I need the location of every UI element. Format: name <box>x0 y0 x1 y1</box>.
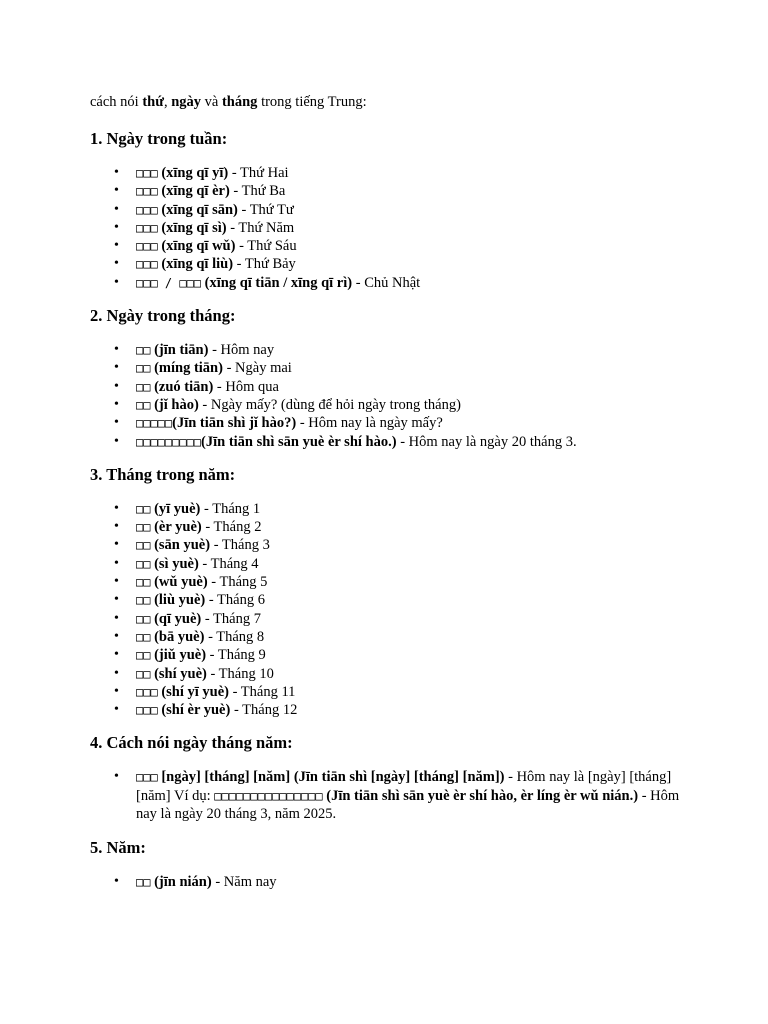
list-item <box>136 274 680 292</box>
list-item <box>136 237 680 255</box>
meaning-text: - Năm nay <box>211 873 277 890</box>
meaning-text: - Tháng 2 <box>201 519 262 536</box>
meaning-text: - Thứ Ba <box>229 183 286 200</box>
meaning-text: - Tháng 3 <box>210 537 270 554</box>
meaning-text: - Tháng 11 <box>228 683 296 700</box>
date-format-list <box>90 768 680 824</box>
meaning-text: - Thứ Sáu <box>235 238 297 255</box>
hanzi-text: □□ <box>136 520 151 535</box>
hanzi-text: □□ <box>136 343 151 358</box>
list-item <box>136 414 680 432</box>
hanzi-text: □□□ <box>136 239 158 254</box>
list-item <box>136 873 680 891</box>
pinyin-text: (shí èr yuè) <box>161 702 231 719</box>
meaning-text: - Chủ Nhật <box>352 274 421 291</box>
meaning-text: - Tháng 10 <box>206 665 274 682</box>
hanzi-text: □□ <box>136 648 151 663</box>
section-heading-days-of-month: 2. Ngày trong tháng: <box>90 306 236 326</box>
pinyin-text: (jīn tiān) <box>154 342 209 359</box>
example-meaning-text: - Hôm nay là ngày 20 tháng 3, năm 2025. <box>136 787 680 823</box>
list-item <box>136 683 680 701</box>
intro-text: , <box>163 94 172 110</box>
hanzi-text: □□□ <box>136 220 158 235</box>
intro-keyword-ngay: ngày <box>171 94 202 110</box>
pinyin-text: (shí yuè) <box>154 665 207 682</box>
intro-keyword-thu: thứ <box>142 94 164 110</box>
section-heading-months: 3. Tháng trong năm: <box>90 464 236 484</box>
hanzi-text: □□□ <box>136 684 158 699</box>
meaning-text: - Tháng 5 <box>207 574 268 591</box>
list-item <box>136 219 680 237</box>
example-pinyin-text: (Jīn tiān shì sān yuè èr shí hào, èr líng èr wǔ nián.) <box>326 787 639 804</box>
pinyin-text: (xīng qī yī) <box>161 165 229 181</box>
intro-paragraph <box>90 93 680 111</box>
pinyin-text: (sān yuè) <box>154 537 211 554</box>
pinyin-text: (xīng qī liù) <box>161 256 234 273</box>
document-body <box>90 93 680 891</box>
pinyin-text: (xīng qī sì) <box>161 219 227 236</box>
meaning-text: - Tháng 12 <box>230 702 298 719</box>
hanzi-text: □□ <box>136 611 151 626</box>
list-item <box>136 164 680 182</box>
pinyin-text: (jīn nián) <box>154 873 212 890</box>
list-item <box>136 536 680 554</box>
hanzi-text: □□□ <box>136 184 158 199</box>
pinyin-text: (èr yuè) <box>154 519 202 536</box>
meaning-text: - Hôm nay là ngày 20 tháng 3. <box>396 433 577 450</box>
pinyin-text: (Jīn tiān shì sān yuè èr shí hào.) <box>201 433 397 450</box>
hanzi-text: □□□ <box>136 202 158 217</box>
days-list <box>90 341 680 451</box>
section-heading-year: 5. Năm: <box>90 837 146 857</box>
meaning-text: - Tháng 7 <box>201 610 261 627</box>
hanzi-text: □□ <box>136 629 151 644</box>
list-item <box>136 341 680 359</box>
hanzi-text: □□ <box>136 593 151 608</box>
hanzi-text: □□□ <box>136 166 158 180</box>
meaning-text: - Tháng 9 <box>206 647 266 664</box>
list-item <box>136 646 680 664</box>
hanzi-text: □□ <box>136 538 151 553</box>
intro-keyword-thang: tháng <box>221 94 258 110</box>
weekday-list <box>90 164 680 292</box>
pinyin-text: (shí yī yuè) <box>161 683 229 700</box>
meaning-text: - Ngày mai <box>222 360 292 377</box>
list-item <box>136 396 680 414</box>
meaning-text: - Hôm nay là ngày mấy? <box>296 415 443 432</box>
list-item <box>136 610 680 628</box>
hanzi-text: □□□ <box>136 703 158 718</box>
year-list <box>90 873 680 891</box>
hanzi-text: □□ <box>136 397 151 412</box>
list-item <box>136 665 680 683</box>
list-item <box>136 433 680 451</box>
pinyin-text: (Jīn tiān shì jǐ hào?) <box>172 415 297 432</box>
pinyin-text: (míng tiān) <box>154 360 223 377</box>
hanzi-text: □□□ <box>136 257 158 272</box>
list-item <box>136 255 680 273</box>
pinyin-text: (xīng qī wǔ) <box>161 238 236 255</box>
meaning-text: - Tháng 8 <box>204 628 265 645</box>
list-item <box>136 591 680 609</box>
meaning-text: - Hôm qua <box>213 378 279 395</box>
hanzi-text: □□□ <box>136 770 158 785</box>
list-item <box>136 555 680 573</box>
pinyin-text: (bā yuè) <box>154 628 205 645</box>
list-item <box>136 378 680 396</box>
pinyin-text: [ngày] [tháng] [năm] (Jīn tiān shì [ngày] [tháng] [năm]) <box>161 769 505 786</box>
meaning-text: - Tháng 6 <box>205 592 265 609</box>
meaning-text: - Hôm nay <box>208 342 275 359</box>
intro-text: trong tiếng Trung: <box>257 94 367 110</box>
meaning-text: - Tháng 4 <box>198 555 259 572</box>
hanzi-text: □□ <box>136 575 151 590</box>
pinyin-text: (xīng qī sān) <box>161 201 238 218</box>
pinyin-text: (sì yuè) <box>154 555 199 572</box>
list-item <box>136 573 680 591</box>
meaning-text: - Ngày mấy? (dùng để hỏi ngày trong tháng) <box>198 396 461 413</box>
list-item <box>136 182 680 200</box>
example-hanzi-text: □□□□□□□□□□□□□□□ <box>214 788 323 803</box>
hanzi-text: □□ <box>136 874 151 889</box>
meaning-text: - Thứ Năm <box>226 219 295 236</box>
hanzi-text: □□ <box>136 361 151 376</box>
pinyin-text: (wǔ yuè) <box>154 574 208 591</box>
hanzi-text: □□ <box>136 556 151 571</box>
list-item <box>136 768 680 824</box>
hanzi-text: □□ <box>136 666 151 681</box>
hanzi-text: □□ <box>136 501 151 516</box>
pinyin-text: (zuó tiān) <box>154 378 214 395</box>
hanzi-text: □□□□□□□□□ <box>136 434 202 449</box>
list-item <box>136 201 680 219</box>
pinyin-text: (jiǔ yuè) <box>154 647 207 664</box>
list-item <box>136 518 680 536</box>
list-item <box>136 359 680 377</box>
months-list <box>90 500 680 720</box>
intro-text: cách nói <box>90 94 143 110</box>
meaning-text: - Hôm nay là [ngày] [tháng] [năm] Ví dụ: <box>136 769 672 804</box>
pinyin-text: (jǐ hào) <box>154 396 199 413</box>
pinyin-text: (yī yuè) <box>154 500 201 517</box>
pinyin-text: (xīng qī tiān / xīng qī rì) <box>204 274 353 291</box>
list-item <box>136 701 680 719</box>
intro-text: và <box>201 94 222 110</box>
meaning-text: - Thứ Hai <box>228 165 289 181</box>
list-item <box>136 628 680 646</box>
hanzi-text: □□□□□ <box>136 416 173 431</box>
section-heading-weekdays: 1. Ngày trong tuần: <box>90 129 228 148</box>
pinyin-text: (liù yuè) <box>154 592 206 609</box>
section-heading-date-format: 4. Cách nói ngày tháng năm: <box>90 733 293 753</box>
hanzi-text: □□ <box>136 379 151 394</box>
meaning-text: - Thứ Tư <box>237 201 294 218</box>
hanzi-text: □□□ / □□□ <box>136 275 202 290</box>
pinyin-text: (qī yuè) <box>154 610 202 627</box>
list-item <box>136 500 680 518</box>
pinyin-text: (xīng qī èr) <box>161 183 230 200</box>
meaning-text: - Tháng 1 <box>200 500 261 517</box>
meaning-text: - Thứ Bảy <box>233 256 296 273</box>
